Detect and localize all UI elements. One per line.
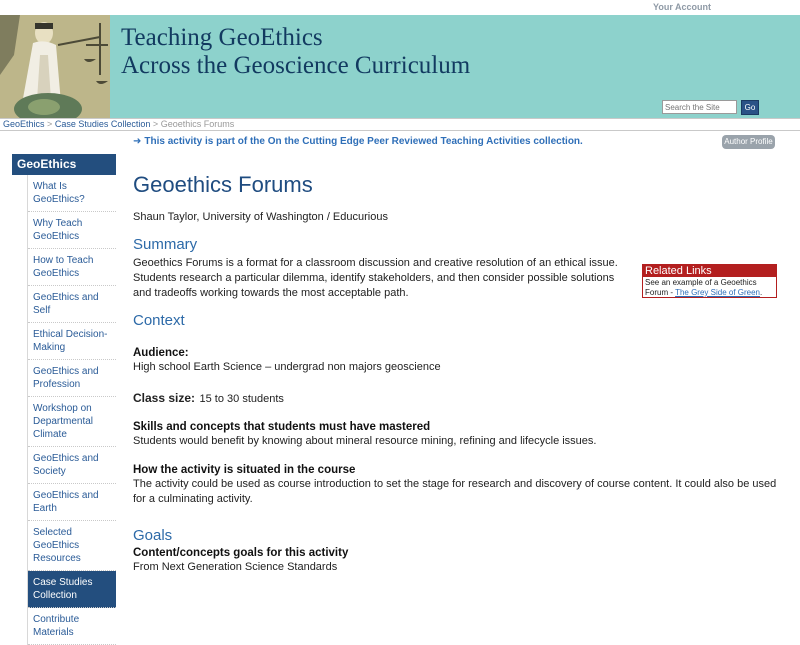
class-size-row <box>133 389 778 407</box>
site-title-line2: Across the Geoscience Curriculum <box>121 52 471 79</box>
summary-heading: Summary <box>133 236 198 253</box>
skills-heading: Skills and concepts that students must have mastered <box>133 421 431 433</box>
sidebar-item[interactable]: GeoEthics and Self <box>28 286 116 323</box>
class-size-value: 15 to 30 students <box>199 393 284 405</box>
sidebar-nav <box>12 154 116 638</box>
sidebar-item[interactable]: How to Teach GeoEthics <box>28 249 116 286</box>
sidebar-item[interactable]: Why Teach GeoEthics <box>28 212 116 249</box>
sidebar-item[interactable]: GeoEthics and Profession <box>28 360 116 397</box>
class-size-label: Class size: <box>133 391 196 405</box>
arrow-right-icon: ➜ <box>133 136 142 147</box>
sidebar-item[interactable]: Workshop on Departmental Climate <box>28 397 116 447</box>
audience-label: Audience: <box>133 347 189 359</box>
breadcrumb-geoethics[interactable]: GeoEthics <box>3 119 45 129</box>
breadcrumb <box>0 118 800 131</box>
justice-statue-logo <box>0 15 110 118</box>
author-line: Shaun Taylor, University of Washington / Educurious <box>133 211 388 223</box>
summary-text: Geoethics Forums is a format for a classroom discussion and creative resolution of an ethical issue. Students research a particular dilemma, identify stakeholders, and then consider possible solutions and tradeoffs working towards the most acceptable path. <box>133 257 618 299</box>
top-utility-bar <box>0 0 800 15</box>
site-title-line1: Teaching GeoEthics <box>121 24 323 51</box>
sidebar-item[interactable]: Contribute Materials <box>28 608 116 645</box>
related-links-box <box>642 264 777 298</box>
site-banner <box>0 15 800 118</box>
sidebar-item[interactable]: Selected GeoEthics Resources <box>28 521 116 571</box>
situated-text: The activity could be used as course introduction to set the stage for research and discovery of course content. It could also be used for a culminating activity. <box>133 478 777 505</box>
context-heading: Context <box>133 312 185 329</box>
grey-side-of-green-link[interactable]: The Grey Side of Green <box>675 288 761 297</box>
content-goals-heading: Content/concepts goals for this activity <box>133 547 349 559</box>
author-profile-button[interactable]: Author Profile <box>722 135 775 149</box>
breadcrumb-current: Geoethics Forums <box>160 119 235 129</box>
breadcrumb-separator: > <box>152 119 159 129</box>
sidebar-item[interactable]: GeoEthics and Earth <box>28 484 116 521</box>
your-account-link[interactable]: Your Account <box>653 2 711 12</box>
situated-heading: How the activity is situated in the course <box>133 464 356 476</box>
skills-text: Students would benefit by knowing about mineral resource mining, refining and lifecycle issues. <box>133 435 597 447</box>
related-links-text: See an example of a Geoethics Forum - <box>645 278 757 297</box>
collection-note-text[interactable]: This activity is part of the On the Cutting Edge Peer Reviewed Teaching Activities collection. <box>144 136 583 147</box>
search-go-button[interactable]: Go <box>741 100 759 115</box>
sidebar-item[interactable]: Ethical Decision-Making <box>28 323 116 360</box>
related-links-tail: . <box>760 288 763 297</box>
sidebar-item[interactable]: GeoEthics and Society <box>28 447 116 484</box>
breadcrumb-separator: > <box>47 119 53 129</box>
content-goals-text: From Next Generation Science Standards <box>133 561 338 573</box>
sidebar-list <box>27 175 116 645</box>
page-title: Geoethics Forums <box>133 172 313 197</box>
sidebar-item[interactable]: What Is GeoEthics? <box>28 175 116 212</box>
related-links-body <box>643 277 776 299</box>
audience-text: High school Earth Science – undergrad non majors geoscience <box>133 361 441 373</box>
sidebar-item[interactable]: Case Studies Collection <box>28 571 116 608</box>
collection-note[interactable] <box>133 136 583 147</box>
goals-heading: Goals <box>133 527 173 544</box>
search-input[interactable] <box>662 100 737 114</box>
sidebar-heading[interactable]: GeoEthics <box>12 154 116 175</box>
related-links-heading: Related Links <box>643 265 776 277</box>
breadcrumb-case-studies[interactable]: Case Studies Collection <box>54 119 151 129</box>
main-content <box>133 160 778 575</box>
